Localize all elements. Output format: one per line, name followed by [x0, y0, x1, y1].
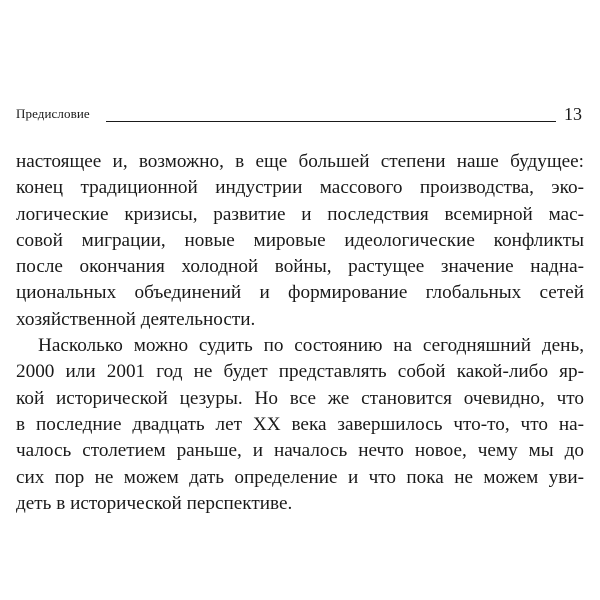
text-line: в последние двадцать лет XX века завершилось что-то, что на-: [16, 413, 584, 435]
text-line: совой миграции, новые мировые идеологические конфликты: [16, 229, 584, 251]
running-header: [16, 104, 584, 126]
text-line: деть в исторической перспективе.: [16, 492, 293, 514]
text-line: логические кризисы, развитие и последствия всемирной мас-: [16, 203, 584, 225]
text-line: кой исторической цезуры. Но все же становится очевидно, что: [16, 387, 584, 409]
text-line: хозяйственной деятельности.: [16, 308, 256, 330]
text-line: 2000 или 2001 год не будет представлять собой какой-либо яр-: [16, 361, 584, 383]
text-line: Насколько можно судить по состоянию на сегодняшний день,: [38, 335, 584, 357]
text-line: настоящее и, возможно, в еще большей степени наше будущее:: [16, 151, 584, 172]
text-line: циональных объединений и формирование глобальных сетей: [16, 282, 584, 304]
section-title: Предисловие: [16, 106, 90, 121]
text-line: конец традиционной индустрии массового производства, эко-: [16, 177, 584, 199]
text-line: после окончания холодной войны, растущее значение надна-: [16, 256, 584, 278]
page-number: 13: [564, 104, 582, 124]
paragraph-1: [16, 149, 584, 333]
header-rule: [106, 121, 556, 122]
text-line: сих пор не можем дать определение и что пока не можем уви-: [16, 466, 584, 488]
body-text: [16, 149, 584, 517]
paragraph-2: [16, 333, 584, 517]
text-line: чалось столетием раньше, и началось нечто новое, чему мы до: [16, 440, 584, 462]
